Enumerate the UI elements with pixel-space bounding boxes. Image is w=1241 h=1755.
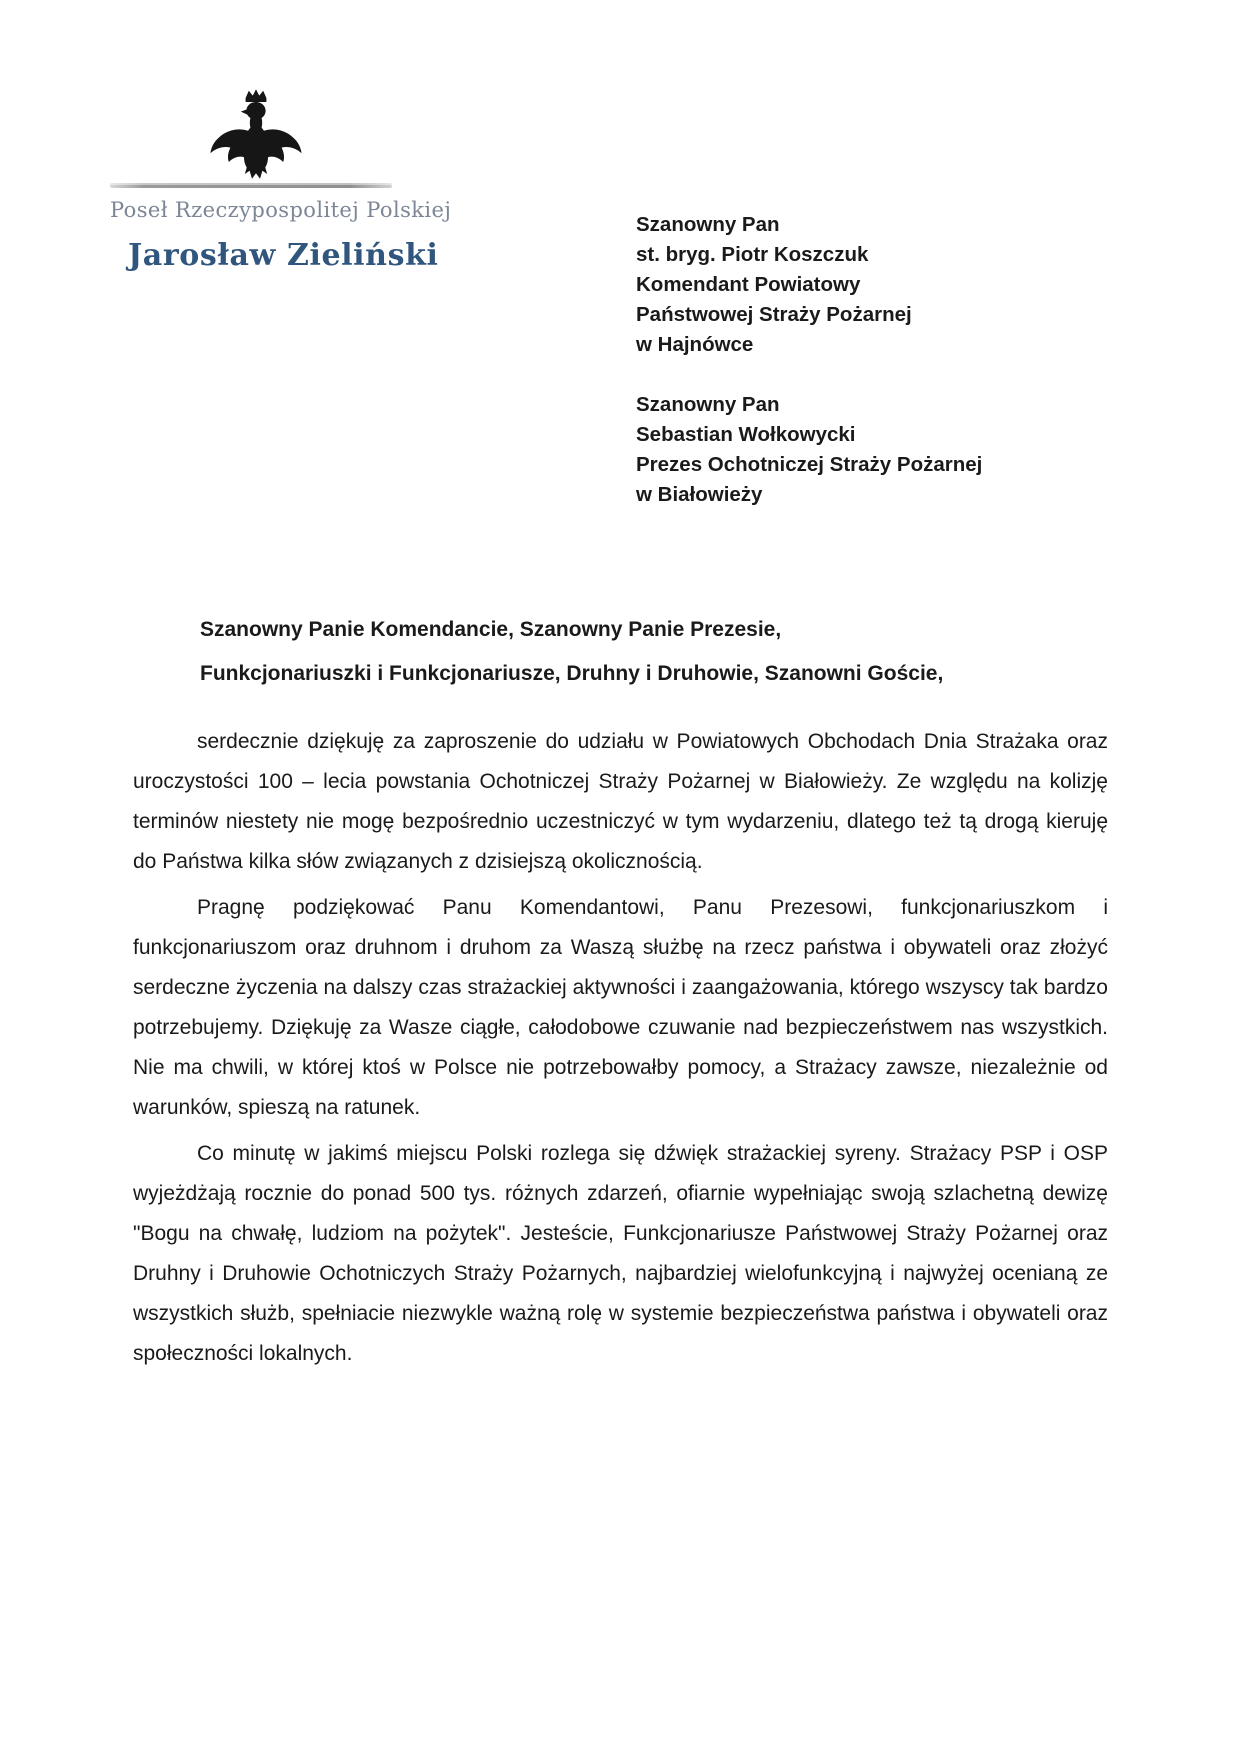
recipient-line: Szanowny Pan	[636, 393, 780, 416]
sender-name: Jarosław Zieliński	[128, 238, 439, 273]
polish-eagle-emblem-icon	[208, 84, 304, 184]
recipient-blocks	[636, 210, 982, 510]
letter-paragraph: Co minutę w jakimś miejscu Polski rozlega się dźwięk strażackiej syreny. Strażacy PSP i OSP wyjeżdżają rocznie do ponad 500 tys. różnych zdarzeń, ofiarnie wypełniając swoją szlachetną dewizę "Bogu na chwałę, ludziom na pożytek". Jesteście, Funkcjonariusze Państwowej Straży Pożarnej oraz Druhny i Druhowie Ochotniczych Straży Pożarnych, najbardziej wielofunkcyjną i najwyżej ocenianą ze wszystkich służb, spełniacie niezwykle ważną rolę w systemie bezpieczeństwa państwa i obywateli oraz społeczności lokalnych.	[133, 1142, 1108, 1365]
recipient-block-komendant	[636, 210, 982, 360]
recipient-line: Prezes Ochotniczej Straży Pożarnej	[636, 453, 983, 476]
recipient-line: Komendant Powiatowy	[636, 273, 861, 296]
recipient-line: Szanowny Pan	[636, 213, 780, 236]
salutation-line: Szanowny Panie Komendancie, Szanowny Panie Prezesie,	[200, 618, 782, 641]
recipient-line: Państwowej Straży Pożarnej	[636, 303, 912, 326]
recipient-line: st. bryg. Piotr Koszczuk	[636, 243, 869, 266]
letter-body	[133, 722, 1108, 1380]
recipient-line: w Hajnówce	[636, 333, 754, 356]
letter-paragraph: Pragnę podziękować Panu Komendantowi, Panu Prezesowi, funkcjonariuszkom i funkcjonariuszom oraz druhnom i druhom za Waszą służbę na rzecz państwa i obywateli oraz złożyć serdeczne życzenia na dalszy czas strażackiej aktywności i zaangażowania, którego wszyscy tak bardzo potrzebujemy. Dziękuję za Wasze ciągłe, całodobowe czuwanie nad bezpieczeństwem nas wszystkich. Nie ma chwili, w której ktoś w Polsce nie potrzebowałby pomocy, a Strażacy zawsze, niezależnie od warunków, spieszą na ratunek.	[133, 896, 1108, 1119]
salutation-line: Funkcjonariuszki i Funkcjonariusze, Druhny i Druhowie, Szanowni Goście,	[200, 662, 944, 685]
letter-paragraph: serdecznie dziękuję za zaproszenie do udziału w Powiatowych Obchodach Dnia Strażaka oraz uroczystości 100 – lecia powstania Ochotniczej Straży Pożarnej w Białowieży. Ze względu na kolizję terminów niestety nie mogę bezpośrednio uczestniczyć w tym wydarzeniu, dlatego też tą drogą kieruję do Państwa kilka słów związanych z dzisiejszą okolicznością.	[133, 730, 1108, 873]
recipient-line: Sebastian Wołkowycki	[636, 423, 856, 446]
recipient-block-prezes	[636, 390, 982, 510]
recipient-line: w Białowieży	[636, 483, 763, 506]
header-divider	[110, 183, 392, 188]
salutation	[200, 608, 943, 696]
office-title: Poseł Rzeczypospolitej Polskiej	[110, 198, 452, 222]
